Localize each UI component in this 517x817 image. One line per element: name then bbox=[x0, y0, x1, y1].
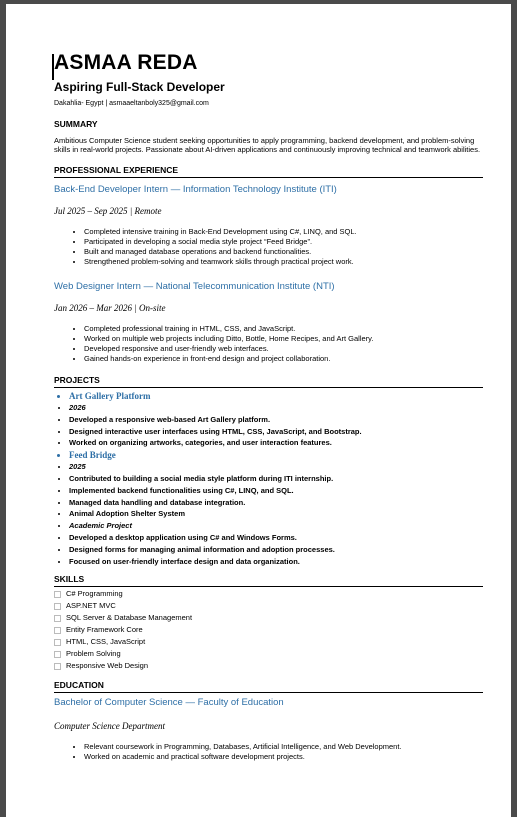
checkbox-icon bbox=[54, 663, 61, 670]
list-item: • Participated in developing a social media style project “Feed Bridge”. bbox=[84, 237, 483, 247]
project-title: • Feed Bridge bbox=[69, 449, 483, 461]
list-item: • 2026 bbox=[69, 402, 483, 414]
skill-label: HTML, CSS, JavaScript bbox=[66, 637, 146, 647]
job-dates: Jan 2026 – Mar 2026 | On-site bbox=[54, 303, 166, 313]
projects-heading: PROJECTS bbox=[54, 375, 483, 388]
list-item: • Worked on academic and practical software development projects. bbox=[84, 752, 483, 762]
list-item: • Completed professional training in HTML, CSS, and JavaScript. bbox=[84, 324, 483, 334]
list-item: • Worked on multiple web projects including Ditto, Bottle, Home Recipes, and Art Gallery. bbox=[84, 334, 483, 344]
skill-label: Entity Framework Core bbox=[66, 625, 143, 635]
list-item: • 2025 bbox=[69, 461, 483, 473]
skill-item bbox=[54, 600, 483, 612]
education-bullets bbox=[54, 742, 483, 762]
job-dates: Jul 2025 – Sep 2025 | Remote bbox=[54, 206, 162, 216]
list-item: • Animal Adoption Shelter System bbox=[69, 508, 483, 520]
list-item: • Built and managed database operations and backend functionalities. bbox=[84, 247, 483, 257]
list-item: • Worked on organizing artworks, categories, and user interaction features. bbox=[69, 437, 483, 449]
list-item: • Focused on user-friendly interface design and data organization. bbox=[69, 556, 483, 568]
list-item: • Developed responsive and user-friendly web interfaces. bbox=[84, 344, 483, 354]
list-item: • Contributed to building a social media style platform during ITI internship. bbox=[69, 473, 483, 485]
text-cursor bbox=[52, 54, 54, 80]
contact-line: Dakahlia- Egypt | asmaaeltanboly325@gmail.com bbox=[54, 100, 209, 107]
list-item: • Gained hands-on experience in front-end design and project collaboration. bbox=[84, 354, 483, 364]
skill-item bbox=[54, 660, 483, 672]
job-iti bbox=[54, 184, 483, 267]
list-item: • Strengthened problem-solving and teamwork skills through practical project work. bbox=[84, 257, 483, 267]
summary-heading: SUMMARY bbox=[54, 119, 98, 129]
job-title: Back-End Developer Intern — Information Technology Institute (ITI) bbox=[54, 184, 337, 195]
degree-title: Bachelor of Computer Science — Faculty of Education bbox=[54, 697, 284, 709]
job-title: Web Designer Intern — National Telecommunication Institute (NTI) bbox=[54, 281, 335, 292]
skill-label: C# Programming bbox=[66, 589, 123, 599]
skills-heading: SKILLS bbox=[54, 574, 483, 587]
education-heading: EDUCATION bbox=[54, 680, 483, 693]
skill-item bbox=[54, 588, 483, 600]
checkbox-icon bbox=[54, 603, 61, 610]
checkbox-icon bbox=[54, 627, 61, 634]
experience-heading: PROFESSIONAL EXPERIENCE bbox=[54, 165, 483, 178]
checkbox-icon bbox=[54, 639, 61, 646]
summary-text: Ambitious Computer Science student seeking opportunities to apply programming, backend development, and problem-solving skills in real-world projects. Passionate about AI-driven applications and continuously improving technical and teamwork abilities. bbox=[54, 136, 481, 154]
job-bullets bbox=[54, 324, 483, 364]
skills-list bbox=[54, 588, 483, 672]
checkbox-icon bbox=[54, 651, 61, 658]
department: Computer Science Department bbox=[54, 721, 165, 732]
list-item: • Completed intensive training in Back-End Development using C#, LINQ, and SQL. bbox=[84, 227, 483, 237]
skill-item bbox=[54, 624, 483, 636]
list-item: • Developed a desktop application using C# and Windows Forms. bbox=[69, 532, 483, 544]
list-item: • Relevant coursework in Programming, Databases, Artificial Intelligence, and Web Development. bbox=[84, 742, 483, 752]
list-item: • Developed a responsive web-based Art Gallery platform. bbox=[69, 414, 483, 426]
projects-list bbox=[54, 390, 483, 567]
list-item: • Managed data handling and database integration. bbox=[69, 497, 483, 509]
skill-label: ASP.NET MVC bbox=[66, 601, 116, 611]
candidate-name: ASMAA REDA bbox=[54, 51, 198, 74]
skill-item bbox=[54, 636, 483, 648]
headline: Aspiring Full-Stack Developer bbox=[54, 80, 225, 94]
skill-item bbox=[54, 648, 483, 660]
job-bullets bbox=[54, 227, 483, 267]
resume-page bbox=[6, 4, 511, 817]
list-item: • Designed interactive user interfaces using HTML, CSS, JavaScript, and Bootstrap. bbox=[69, 426, 483, 438]
list-item: • Academic Project bbox=[69, 520, 483, 532]
checkbox-icon bbox=[54, 615, 61, 622]
list-item: • Designed forms for managing animal information and adoption processes. bbox=[69, 544, 483, 556]
job-nti bbox=[54, 281, 483, 364]
skill-label: SQL Server & Database Management bbox=[66, 613, 193, 623]
checkbox-icon bbox=[54, 591, 61, 598]
skill-item bbox=[54, 612, 483, 624]
skill-label: Problem Solving bbox=[66, 649, 121, 659]
project-title: • Art Gallery Platform bbox=[69, 390, 483, 402]
list-item: • Implemented backend functionalities using C#, LINQ, and SQL. bbox=[69, 485, 483, 497]
skill-label: Responsive Web Design bbox=[66, 661, 148, 671]
